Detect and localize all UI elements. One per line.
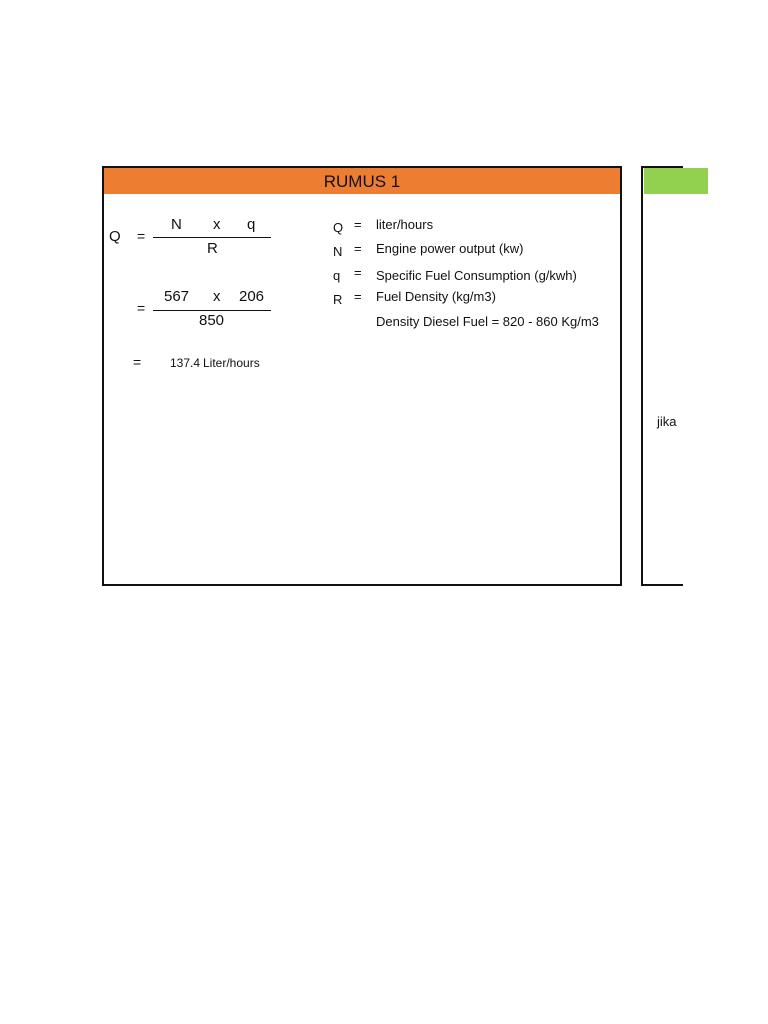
substitution-numerator-a: 567 [164,288,190,305]
substitution-fraction-bar [153,310,271,311]
result-unit: Liter/hours [203,356,260,370]
substitution-equals: = [137,300,146,316]
legend-description: Specific Fuel Consumption (g/kwh) [376,268,577,283]
substitution-numerator-x: x [213,288,221,305]
legend-symbol: N [333,244,343,259]
legend-description: Engine power output (kw) [376,241,524,256]
formula-numerator-x: x [213,216,221,233]
legend-equals: = [354,217,362,232]
formula-numerator-q: q [247,216,256,233]
legend-equals: = [354,289,362,304]
result-value: 137.4 [170,356,201,370]
formula-fraction-bar [153,237,271,238]
legend-symbol: Q [333,220,344,235]
legend-equals: = [354,241,362,256]
result-equals: = [133,354,142,370]
legend-equals: = [354,265,362,280]
substitution-denominator: 850 [199,312,225,329]
formula-lhs: Q [109,228,121,245]
formula-header: RUMUS 1 [104,168,620,194]
formula-equals: = [137,228,146,244]
side-panel-header [644,168,708,194]
side-panel-label: jika [657,414,677,429]
legend-description: Fuel Density (kg/m3) [376,289,496,304]
formula-numerator-n: N [171,216,182,233]
density-note: Density Diesel Fuel = 820 - 860 Kg/m3 [376,314,599,329]
substitution-numerator-b: 206 [239,288,265,305]
legend-symbol: R [333,292,343,307]
formula-denominator-r: R [207,240,218,257]
legend-symbol: q [333,268,341,283]
legend-description: liter/hours [376,217,434,232]
side-panel [641,166,683,586]
